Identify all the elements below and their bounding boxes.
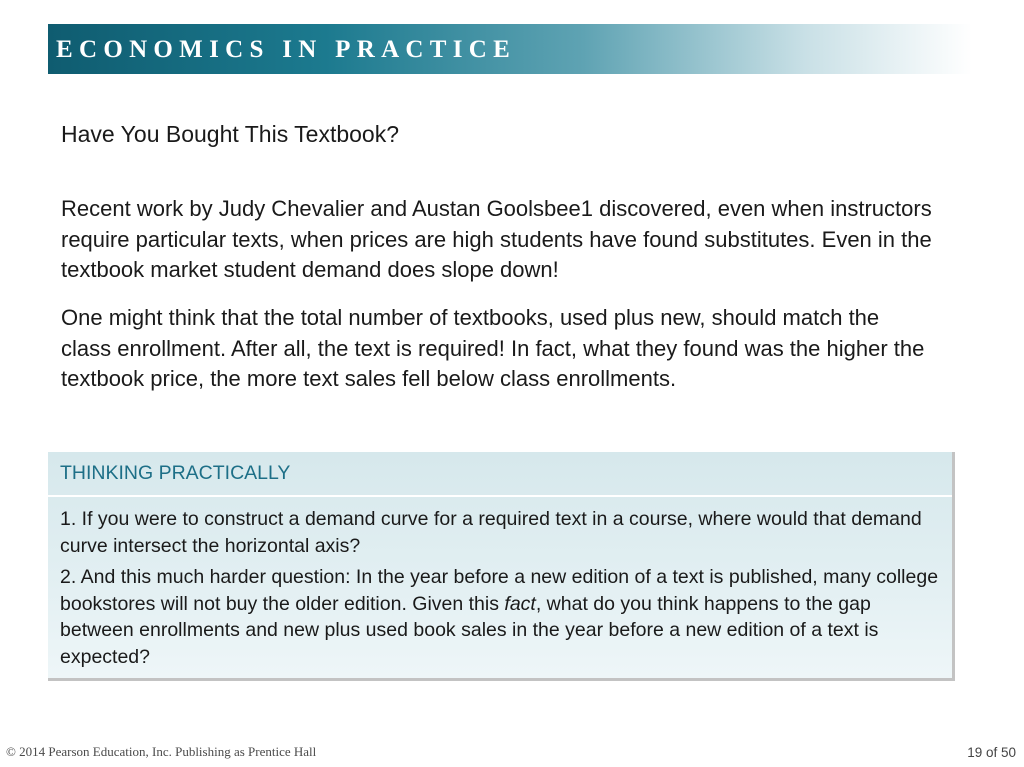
banner-title: ECONOMICS IN PRACTICE <box>56 36 517 63</box>
page-number: 19 of 50 <box>967 745 1016 760</box>
thinking-practically-title: THINKING PRACTICALLY <box>60 462 291 484</box>
question-2-emphasis: fact <box>504 592 536 615</box>
question-1: 1. If you were to construct a demand curve for a required text in a course, where would that demand curve intersect the horizontal axis? <box>60 508 922 557</box>
thinking-practically-box <box>48 452 955 681</box>
box-divider <box>48 495 952 497</box>
question-2 <box>60 564 940 670</box>
question-2-text-start: 2. And this much harder question: In the year before a new edition of a text is published, many college bookstores will not buy the older edition. Given this <box>60 566 939 615</box>
paragraph-research: Recent work by Judy Chevalier and Austan Goolsbee1 discovered, even when instructors require particular texts, when prices are high students have found substitutes. Even in the textbook market student demand does slope down! <box>61 196 932 282</box>
question-2-text-end: , what do you think happens to the gap between enrollments and new plus used book sales in the year before a new edition of a text is expected? <box>60 592 879 668</box>
copyright-notice: © 2014 Pearson Education, Inc. Publishing as Prentice Hall <box>6 744 317 759</box>
slide-subtitle: Have You Bought This Textbook? <box>61 121 400 147</box>
section-banner <box>48 24 972 74</box>
paragraph-enrollment: One might think that the total number of textbooks, used plus new, should match the class enrollment. After all, the text is required! In fact, what they found was the higher the textbook price, the more text sales fell below class enrollments. <box>61 305 925 391</box>
